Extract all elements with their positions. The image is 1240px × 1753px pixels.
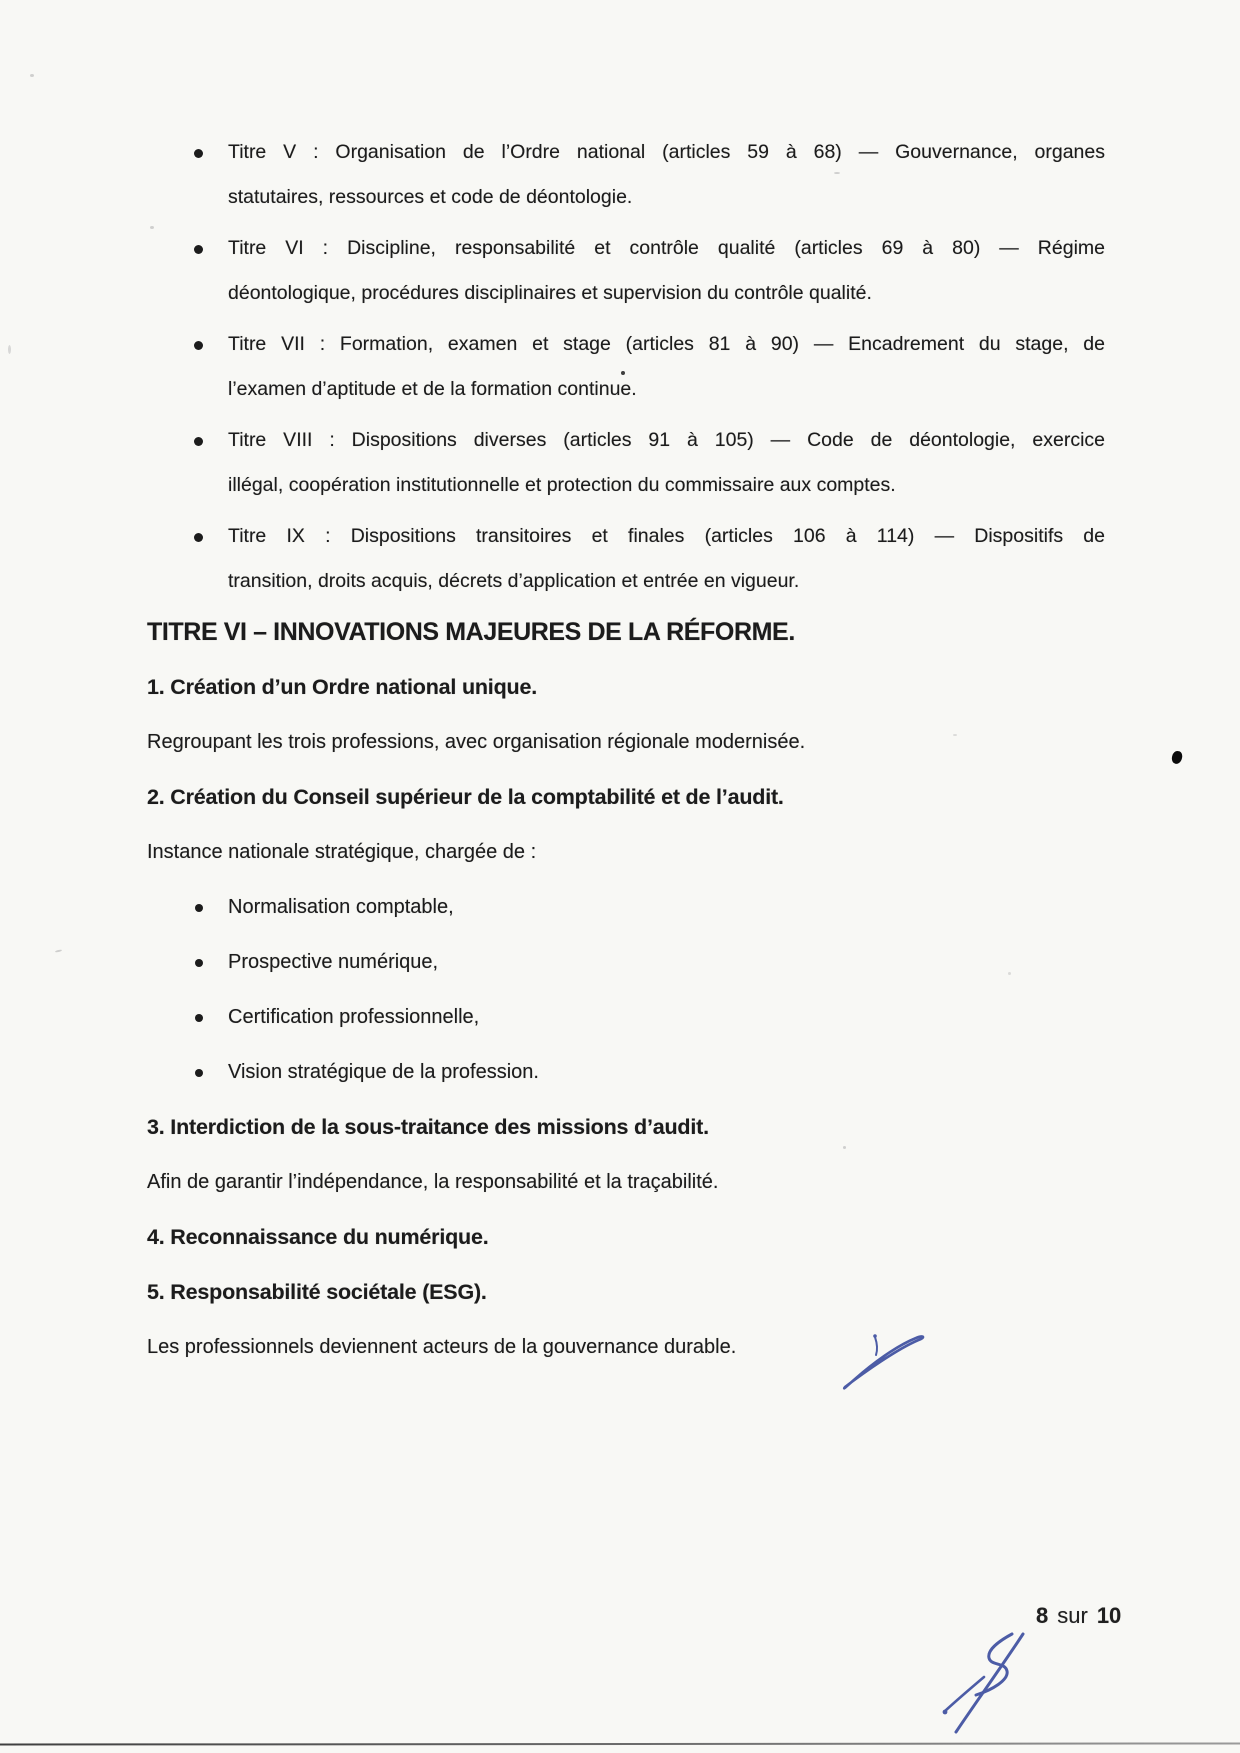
bullet-line: illégal, coopération institutionnelle et protection du commissaire aux comptes. <box>228 474 896 496</box>
scan-speck <box>621 371 625 375</box>
bullet-icon <box>194 149 203 158</box>
bullet-text <box>228 940 1105 985</box>
bullet-line: l’examen d’aptitude et de la formation continue. <box>228 378 637 400</box>
sub-bullet-list <box>147 885 1105 1095</box>
ink-blot <box>1171 750 1183 765</box>
bullet-line: Vision stratégique de la profession. <box>228 1061 539 1083</box>
bullet-line: Prospective numérique, <box>228 951 439 973</box>
scan-edge-line <box>0 1742 1240 1745</box>
handwritten-paraph <box>838 1330 933 1395</box>
bullet-icon <box>195 904 203 912</box>
scan-speck <box>30 74 34 77</box>
bullet-line: transition, droits acquis, décrets d’application et entrée en vigueur. <box>228 570 800 592</box>
list-item <box>147 130 1105 220</box>
bullet-text <box>228 130 1105 220</box>
section-blocks <box>147 665 1105 1370</box>
paragraph: Regroupant les trois professions, avec organisation régionale modernisée. <box>147 731 806 753</box>
page-current: 8 <box>1036 1603 1049 1628</box>
list-item <box>147 418 1105 508</box>
list-item <box>147 995 1105 1040</box>
paragraph: Afin de garantir l’indépendance, la responsabilité et la traçabilité. <box>147 1171 719 1193</box>
page-separator: sur <box>1057 1603 1088 1628</box>
bullet-line: Certification professionnelle, <box>228 1006 480 1028</box>
scan-speck <box>55 949 62 952</box>
list-item <box>147 322 1105 412</box>
bullet-icon <box>194 245 203 254</box>
document-content <box>147 130 1105 1370</box>
bullet-line: Normalisation comptable, <box>228 896 454 918</box>
list-item <box>147 1050 1105 1095</box>
bullet-icon <box>195 959 203 967</box>
bullet-text <box>228 418 1105 508</box>
bullet-icon <box>195 1069 203 1077</box>
bullet-line: Titre VIII : Dispositions diverses (articles 91 à 105) — Code de déontologie, exercice <box>228 429 1105 451</box>
list-item <box>147 940 1105 985</box>
list-item <box>147 514 1105 604</box>
page-number <box>1036 1603 1121 1629</box>
paragraph: Instance nationale stratégique, chargée de : <box>147 841 537 863</box>
paragraph: Les professionnels deviennent acteurs de la gouvernance durable. <box>147 1336 737 1358</box>
page-total: 10 <box>1096 1603 1122 1628</box>
bullet-line: Titre VII : Formation, examen et stage (articles 81 à 90) — Encadrement du stage, de <box>228 333 1105 355</box>
scan-speck <box>834 172 840 174</box>
scan-speck <box>8 345 11 354</box>
bullet-line: Titre VI : Discipline, responsabilité et contrôle qualité (articles 69 à 80) — Régime <box>228 237 1105 259</box>
bullet-line: statutaires, ressources et code de déontologie. <box>228 186 633 208</box>
bullet-text <box>228 514 1105 604</box>
list-item <box>147 885 1105 930</box>
numbered-heading: 1. Création d’un Ordre national unique. <box>147 675 537 699</box>
bullet-text <box>228 995 1105 1040</box>
bullet-text <box>228 885 1105 930</box>
list-item <box>147 226 1105 316</box>
scan-speck <box>953 734 957 736</box>
bullet-icon <box>194 437 203 446</box>
bullet-line: déontologique, procédures disciplinaires et supervision du contrôle qualité. <box>228 282 872 304</box>
scan-speck <box>843 1146 846 1149</box>
section-heading: TITRE VI – INNOVATIONS MAJEURES DE LA RÉFORME. <box>147 618 795 646</box>
bullet-line: Titre IX : Dispositions transitoires et finales (articles 106 à 114) — Dispositifs de <box>228 525 1105 547</box>
bullet-icon <box>194 341 203 350</box>
bullet-text <box>228 322 1105 412</box>
bullet-line: Titre V : Organisation de l’Ordre national (articles 59 à 68) — Gouvernance, organes <box>228 141 1105 163</box>
scan-speck <box>150 226 154 229</box>
numbered-heading: 4. Reconnaissance du numérique. <box>147 1225 489 1249</box>
numbered-heading: 2. Création du Conseil supérieur de la comptabilité et de l’audit. <box>147 785 784 809</box>
scan-speck <box>1008 972 1011 975</box>
handwritten-signature <box>926 1596 1036 1736</box>
bullet-icon <box>194 533 203 542</box>
bullet-text <box>228 226 1105 316</box>
bullet-icon <box>195 1014 203 1022</box>
numbered-heading: 3. Interdiction de la sous-traitance des missions d’audit. <box>147 1115 709 1139</box>
titles-bullet-list <box>147 130 1105 604</box>
bullet-text <box>228 1050 1105 1095</box>
numbered-heading: 5. Responsabilité sociétale (ESG). <box>147 1280 487 1304</box>
